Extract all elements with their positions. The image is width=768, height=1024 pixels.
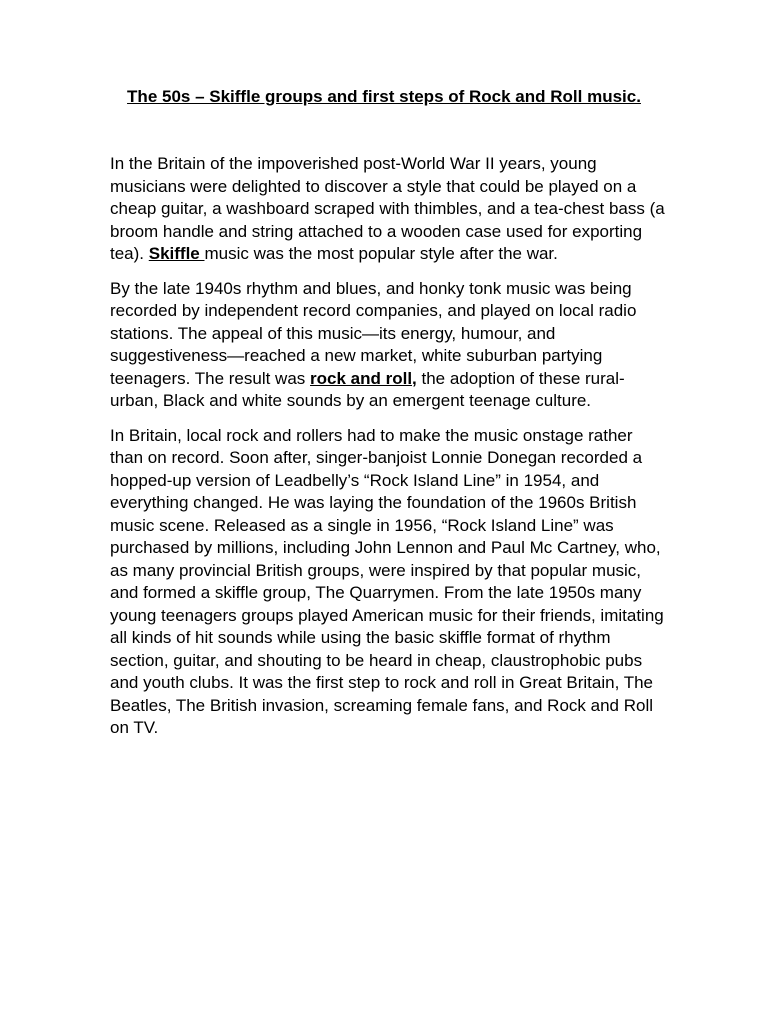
keyword-rock-and-roll: rock and roll, [310, 368, 417, 388]
paragraph-text: In Britain, local rock and rollers had to make the music onstage rather than on record. Soon after, singer-banjoist Lonnie Donegan recorded a hopped-up version of Leadbelly’s “Rock Island Line” in 1954, and everything changed. He was laying the foundation of the 1960s British music scene. Released as a single in 1956, “Rock Island Line” was purchased by millions, including John Lennon and Paul Mc Cartney, who, as many provincial British groups, were inspired by that popular music, and formed a skiffle group, The Quarrymen. From the late 1950s many young teenagers groups played American music for their friends, imitating all kinds of hit sounds while using the basic skiffle format of rhythm section, guitar, and shouting to be heard in cheap, claustrophobic pubs and youth clubs. It was the first step to rock and roll in Great Britain, The Beatles, The British invasion, screaming female fans, and Rock and Roll on TV. [110, 425, 664, 737]
paragraph-skiffle [110, 153, 666, 266]
paragraph-rock-and-roll [110, 278, 666, 413]
document-title: The 50s – Skiffle groups and first steps of Rock and Roll music. [127, 87, 641, 106]
paragraph-text: By the late 1940s rhythm and blues, and honky tonk music was being recorded by independent record companies, and played on local radio stations. The appeal of this music—its energy, humour, and suggestiveness—reached a new market, white suburban partying teenagers. The result was [110, 278, 637, 388]
paragraph-britain [110, 425, 666, 740]
document-body [110, 153, 666, 752]
paragraph-text: music was the most popular style after the war. [204, 244, 558, 263]
paragraph-text: In the Britain of the impoverished post-World War II years, young musicians were delighted to discover a style that could be played on a cheap guitar, a washboard scraped with thimbles, and a tea-chest bass (a broom handle and string attached to a wooden case used for exporting tea). [110, 154, 665, 263]
paragraph-text: the adoption of these rural-urban, Black and white sounds by an emergent teenage culture. [110, 368, 625, 410]
keyword-skiffle: Skiffle [148, 244, 205, 263]
